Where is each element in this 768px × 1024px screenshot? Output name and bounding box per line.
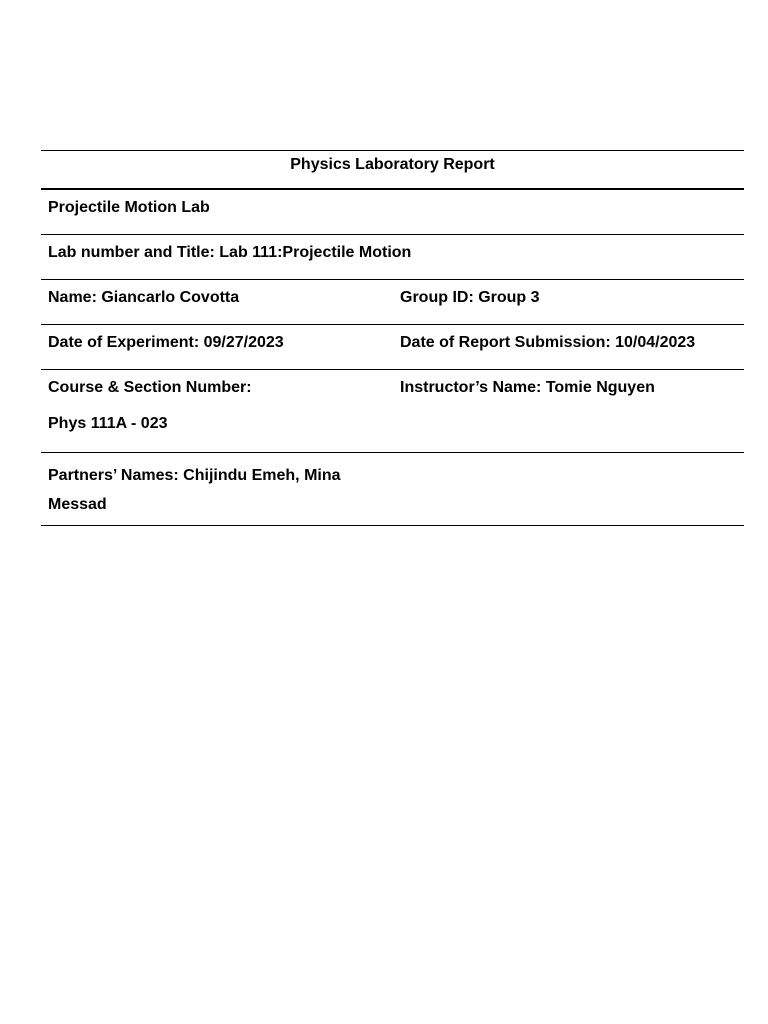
partners-row (41, 453, 744, 525)
lab-name-row (41, 190, 744, 234)
student-name: Name: Giancarlo Covotta (48, 289, 240, 306)
lab-number-title: Lab number and Title: Lab 111:Projectile Motion (48, 244, 412, 261)
bottom-rule (41, 525, 744, 526)
course-section-label: Course & Section Number: (48, 379, 252, 396)
date-of-submission: Date of Report Submission: 10/04/2023 (400, 334, 696, 351)
report-title: Physics Laboratory Report (290, 156, 495, 173)
report-title-row (41, 151, 744, 188)
date-of-experiment: Date of Experiment: 09/27/2023 (48, 334, 284, 351)
name-group-row (41, 280, 744, 324)
lab-name: Projectile Motion Lab (48, 199, 210, 216)
lab-number-title-row (41, 235, 744, 279)
instructor-name: Instructor’s Name: Tomie Nguyen (400, 379, 655, 396)
dates-row (41, 325, 744, 369)
course-instructor-row (41, 370, 744, 452)
course-section-value: Phys 111A - 023 (48, 415, 168, 432)
group-id: Group ID: Group 3 (400, 289, 540, 306)
partners-names: Partners’ Names: Chijindu Emeh, Mina Messad (48, 467, 341, 513)
lab-report-cover-table (41, 150, 744, 526)
